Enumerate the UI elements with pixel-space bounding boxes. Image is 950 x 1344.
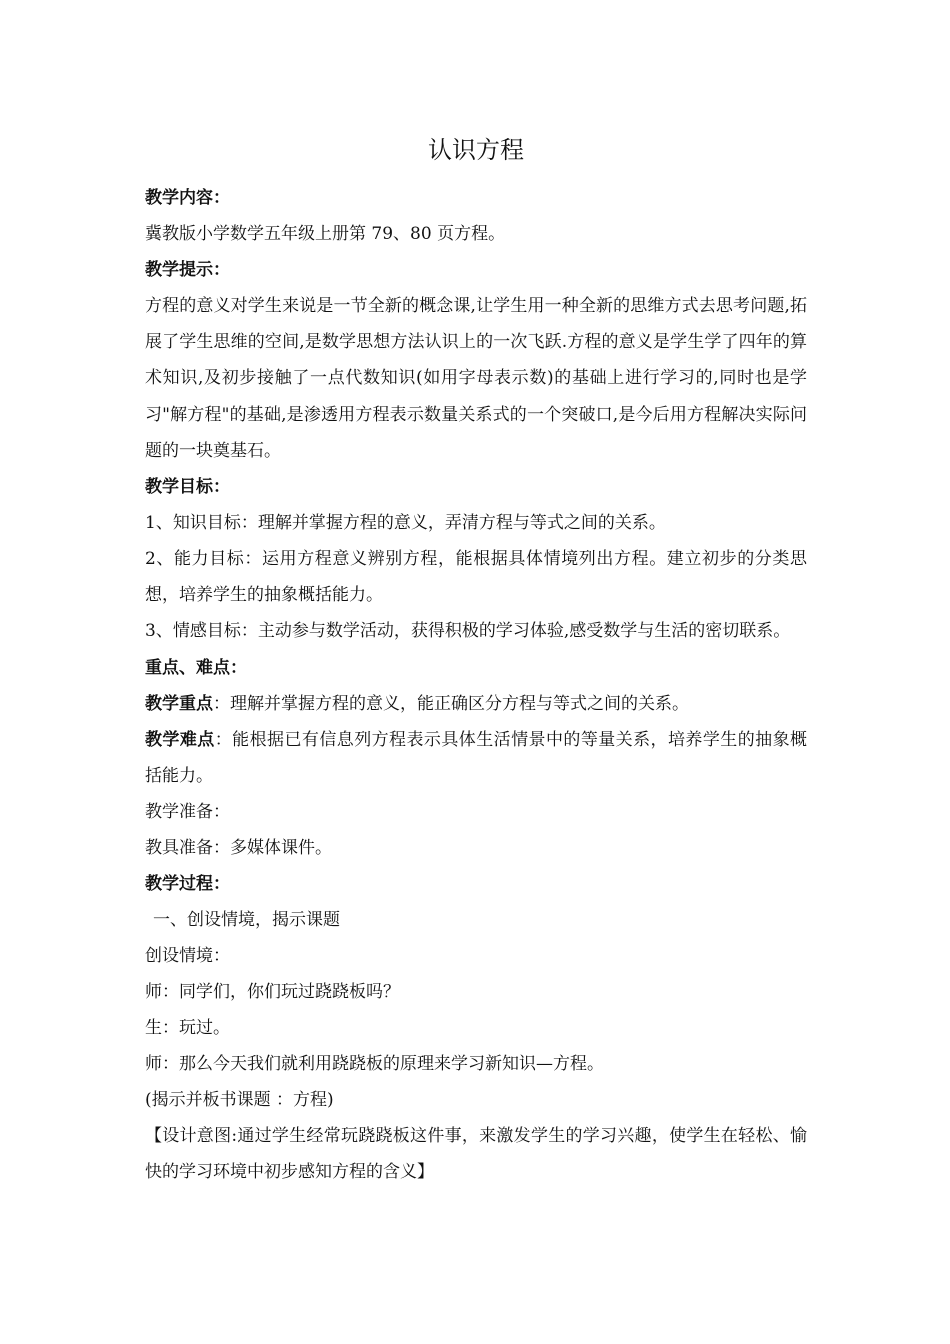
prep-text: 教具准备：多媒体课件。 <box>145 838 332 859</box>
difficulty-point-label: 教学难点 <box>145 729 215 750</box>
dialog-teacher-1: 师：同学们，你们玩过跷跷板吗？ <box>145 982 400 1003</box>
content-heading: 教学内容： <box>145 188 230 208</box>
goal-knowledge: 1、知识目标：理解并掌握方程的意义，弄清方程与等式之间的关系。 <box>145 513 666 534</box>
tips-heading: 教学提示： <box>145 260 230 280</box>
content-text: 冀教版小学数学五年级上册第 79、80 页方程。 <box>145 224 506 244</box>
key-point <box>145 686 807 722</box>
key-point-text: ：理解并掌握方程的意义，能正确区分方程与等式之间的关系。 <box>213 693 689 714</box>
goal-ability: 2、能力目标：运用方程意义辨别方程，能根据具体情境列出方程。建立初步的分类思想，培养学生的抽象概括能力。 <box>145 549 807 606</box>
scene-label: 创设情境： <box>145 946 230 967</box>
document-title: 认识方程 <box>428 136 524 164</box>
dialog-student-1: 生：玩过。 <box>145 1018 230 1039</box>
process-heading: 教学过程： <box>145 874 230 895</box>
key-difficulty-heading: 重点、难点： <box>145 657 247 678</box>
goals-heading: 教学目标： <box>145 477 230 498</box>
document-page <box>145 128 807 1190</box>
tips-text: 方程的意义对学生来说是一节全新的概念课,让学生用一种全新的思维方式去思考问题,拓展了学生思维的空间,是数学思想方法认识上的一次飞跃.方程的意义是学生学了四年的算术知识,及初步接触了一点代数知识(如用字母表示数)的基础上进行学习的,同时也是学习"解方程"的基础,是渗透用方程表示数量关系式的一个突破口,是今后用方程解决实际问题的一块奠基石。 <box>145 296 807 461</box>
goal-emotion: 3、情感目标：主动参与数学活动，获得积极的学习体验,感受数学与生活的密切联系。 <box>145 621 791 642</box>
prep-heading: 教学准备： <box>145 802 230 823</box>
dialog-teacher-2: 师：那么今天我们就利用跷跷板的原理来学习新知识—方程。 <box>145 1054 604 1075</box>
process-step-1: 一、创设情境，揭示课题 <box>153 910 340 931</box>
difficulty-point-text: ：能根据已有信息列方程表示具体生活情景中的等量关系，培养学生的抽象概括能力。 <box>145 729 808 786</box>
design-intent: 【设计意图:通过学生经常玩跷跷板这件事，来激发学生的学习兴趣，使学生在轻松、愉快的学习环境中初步感知方程的含义】 <box>145 1126 807 1183</box>
key-point-label: 教学重点 <box>145 693 213 714</box>
reveal-topic: (揭示并板书课题 ：方程) <box>145 1090 334 1111</box>
difficulty-point <box>145 722 807 794</box>
